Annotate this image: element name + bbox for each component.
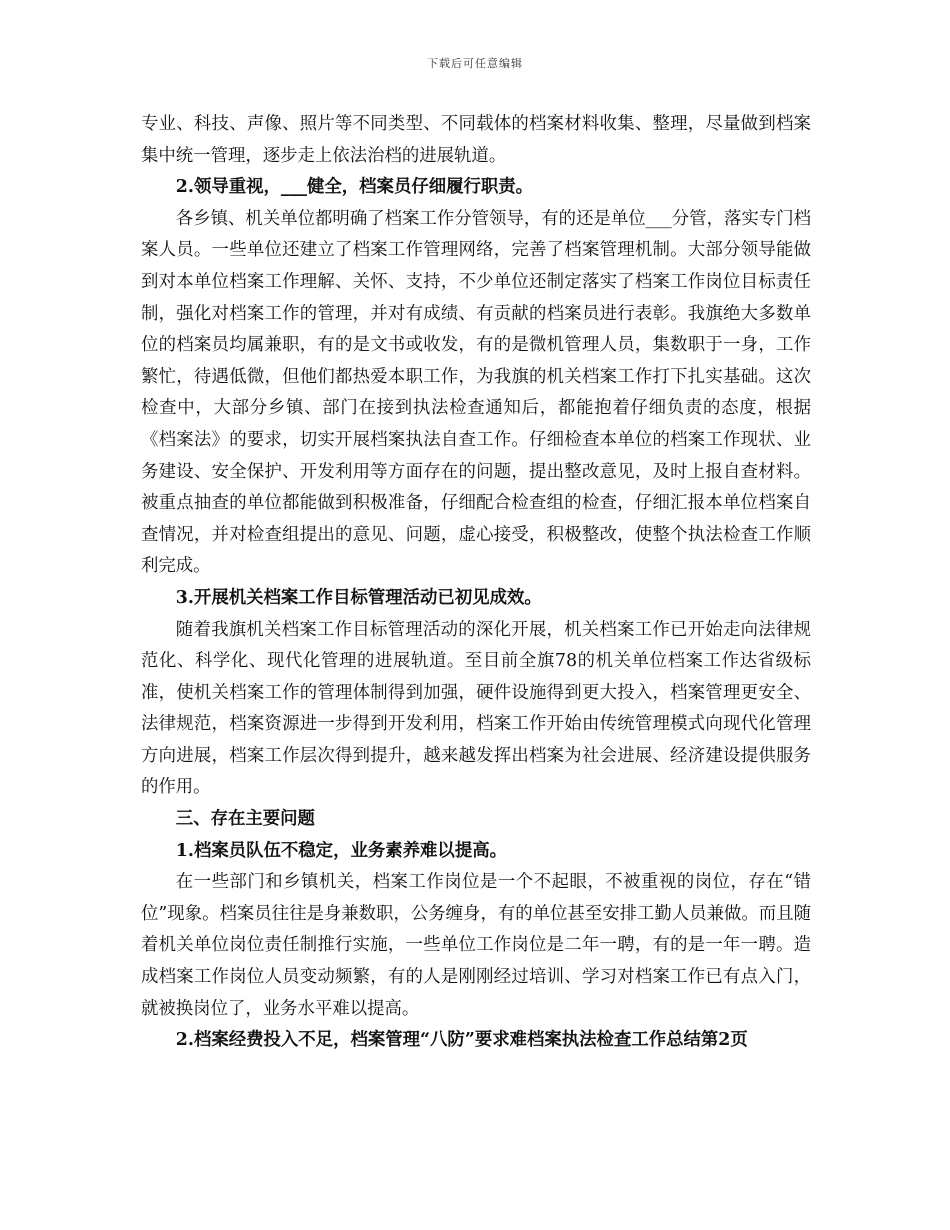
page-header-note: 下载后可任意编辑 [427, 57, 523, 70]
paragraph-continuation: 专业、科技、声像、照片等不同类型、不同载体的档案材料收集、整理，尽量做到档案集中统一管理，逐步走上依法治档的进展轨道。 [141, 114, 811, 166]
subheading-target-management: 3.开展机关档案工作目标管理活动已初见成效。 [175, 587, 542, 608]
subheading-funding: 2.档案经费投入不足，档案管理“八防”要求难档案执法检查工作总结第2页 [175, 1030, 748, 1051]
subheading-leadership: 2.领导重视，___健全，档案员仔细履行职责。 [175, 177, 534, 198]
paragraph-target-management: 随着我旗机关档案工作目标管理活动的深化开展，机关档案工作已开始走向法律规范化、科学化、现代化管理的进展轨道。至目前全旗78的机关单位档案工作达省级标准，使机关档案工作的管理体制得到加强，硬件设施得到更大投入，档案管理更安全、法律规范，档案资源进一步得到开发利用，档案工作开始由传统管理模式向现代化管理方向进展，档案工作层次得到提升，越来越发挥出档案为社会进展、经济建设提供服务的作用。 [141, 619, 811, 798]
document-body [141, 109, 811, 1057]
paragraph-leadership: 各乡镇、机关单位都明确了档案工作分管领导，有的还是单位___分管，落实专门档案人员。一些单位还建立了档案工作管理网络，完善了档案管理机制。大部分领导能做到对本单位档案工作理解、关怀、支持，不少单位还制定落实了档案工作岗位目标责任制，强化对档案工作的管理，并对有成绩、有贡献的档案员进行表彰。我旗绝大多数单位的档案员均属兼职，有的是文书或收发，有的是微机管理人员，集数职于一身，工作繁忙，待遇低微，但他们都热爱本职工作，为我旗的机关档案工作打下扎实基础。这次检查中，大部分乡镇、部门在接到执法检查通知后，都能抱着仔细负责的态度，根据《档案法》的要求，切实开展档案执法自查工作。仔细检查本单位的档案工作现状、业务建设、安全保护、开发利用等方面存在的问题，提出整改意见，及时上报自查材料。被重点抽查的单位都能做到积极准备，仔细配合检查组的检查，仔细汇报本单位档案自查情况，并对检查组提出的意见、问题，虚心接受，积极整改，使整个执法检查工作顺利完成。 [141, 208, 811, 577]
section-heading-problems: 三、存在主要问题 [175, 809, 315, 830]
subheading-staff-instability: 1.档案员队伍不稳定，业务素养难以提高。 [175, 840, 507, 861]
paragraph-staff-instability: 在一些部门和乡镇机关，档案工作岗位是一个不起眼，不被重视的岗位，存在“错位”现象。档案员往往是身兼数职，公务缠身，有的单位甚至安排工勤人员兼做。而且随着机关单位岗位责任制推行实施，一些单位工作岗位是二年一聘，有的是一年一聘。造成档案工作岗位人员变动频繁，有的人是刚刚经过培训、学习对档案工作已有点入门，就被换岗位了，业务水平难以提高。 [141, 872, 811, 1019]
